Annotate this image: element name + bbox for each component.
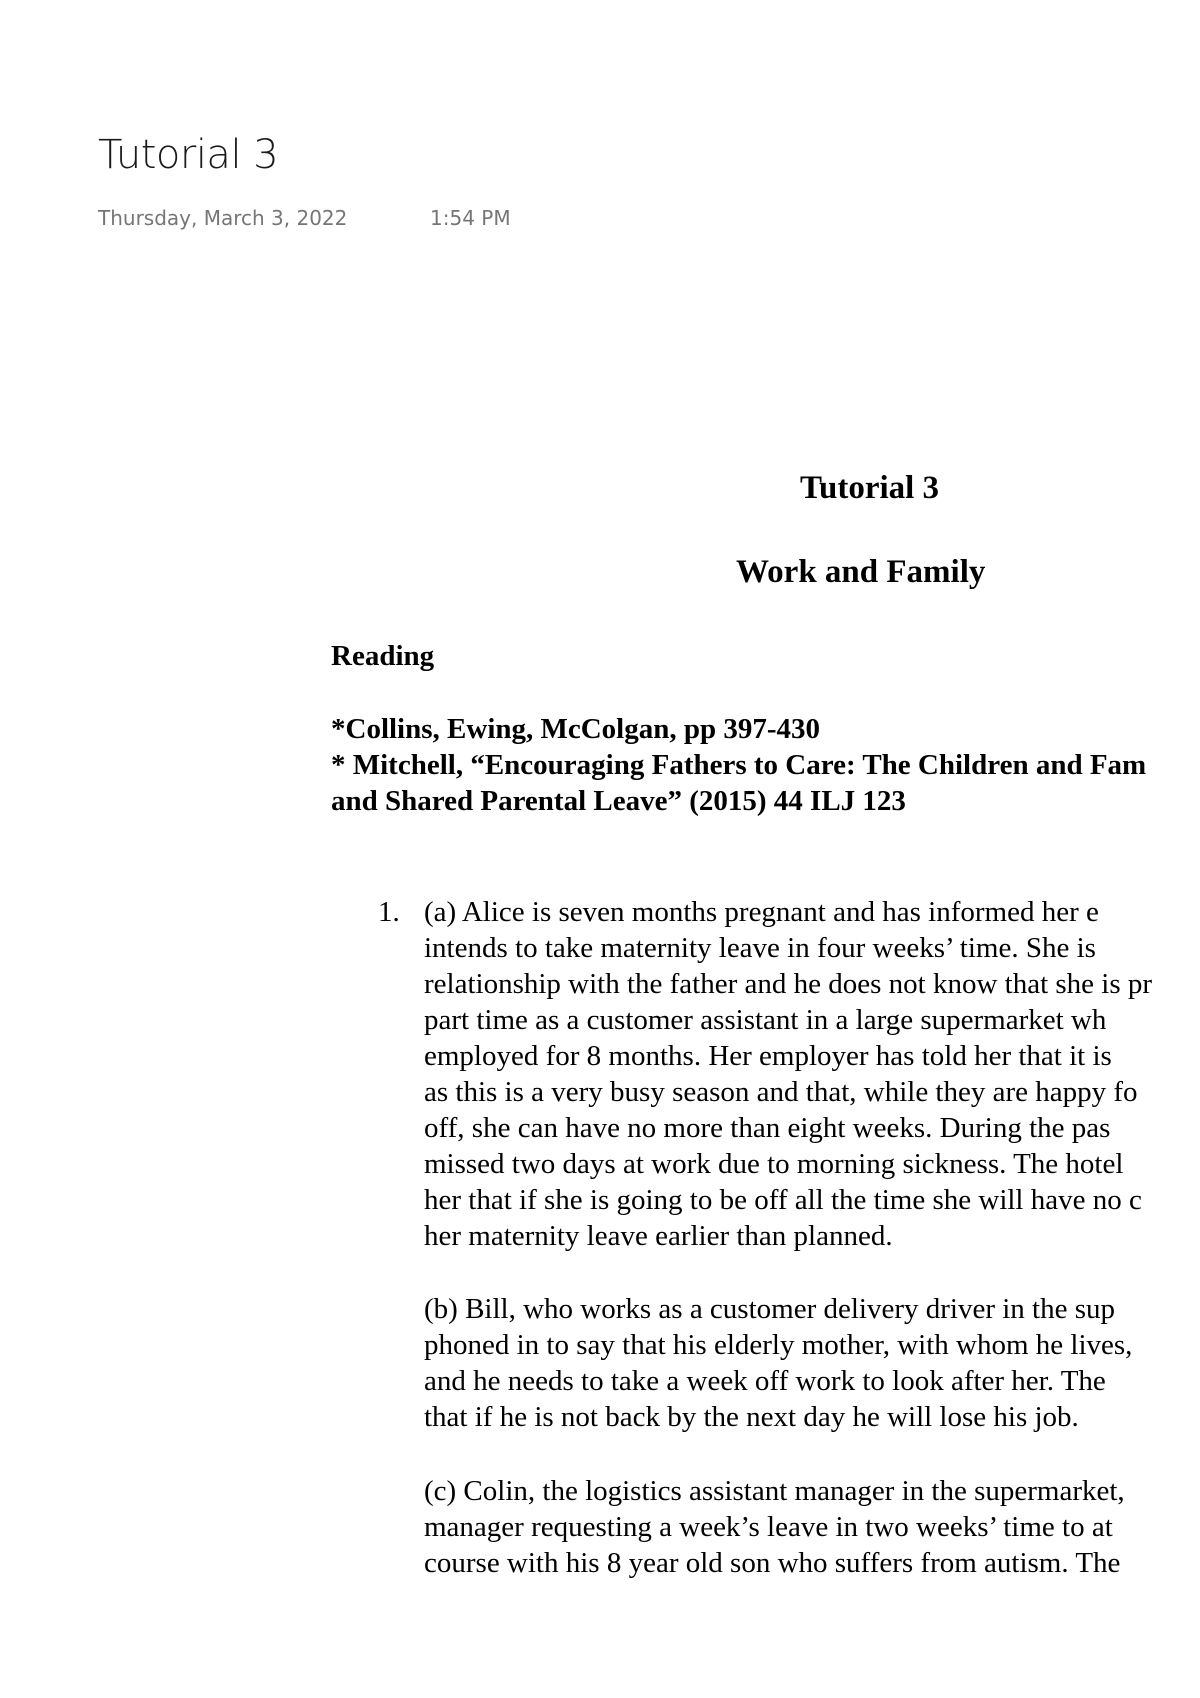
note-title: Tutorial 3 — [98, 132, 279, 178]
reading-line: * Mitchell, “Encouraging Fathers to Care: The Children and Fam — [331, 749, 1147, 781]
text-line: intends to take maternity leave in four weeks’ time. She is — [424, 932, 1096, 964]
text-line: as this is a very busy season and that, while they are happy fo — [424, 1076, 1138, 1108]
text-line: course with his 8 year old son who suffers from autism. The — [424, 1547, 1121, 1579]
document-subheading: Work and Family — [736, 554, 986, 590]
text-line: relationship with the father and he does not know that she is pr — [424, 968, 1153, 1000]
text-line: that if he is not back by the next day he will lose his job. — [424, 1401, 1079, 1433]
text-line: (b) Bill, who works as a customer delivery driver in the sup — [424, 1293, 1116, 1325]
text-line: employed for 8 months. Her employer has told her that it is — [424, 1040, 1112, 1072]
text-line: (c) Colin, the logistics assistant manager in the supermarket, — [424, 1475, 1125, 1507]
reading-label: Reading — [331, 640, 435, 672]
text-line: part time as a customer assistant in a large supermarket wh — [424, 1004, 1107, 1036]
reading-line: and Shared Parental Leave” (2015) 44 ILJ 123 — [331, 785, 906, 817]
note-date: Thursday, March 3, 2022 — [98, 206, 348, 230]
question-number: 1. — [378, 896, 400, 928]
text-line: missed two days at work due to morning sickness. The hotel — [424, 1148, 1124, 1180]
text-line: and he needs to take a week off work to look after her. The — [424, 1365, 1106, 1397]
text-line: her that if she is going to be off all the time she will have no c — [424, 1184, 1142, 1216]
text-line: phoned in to say that his elderly mother, with whom he lives, — [424, 1329, 1133, 1361]
reading-line: *Collins, Ewing, McColgan, pp 397-430 — [331, 713, 821, 745]
note-time: 1:54 PM — [430, 206, 511, 230]
text-line: off, she can have no more than eight weeks. During the pas — [424, 1112, 1111, 1144]
text-line: her maternity leave earlier than planned. — [424, 1220, 893, 1252]
text-line: (a) Alice is seven months pregnant and has informed her e — [424, 896, 1099, 928]
document-heading: Tutorial 3 — [800, 470, 940, 506]
text-line: manager requesting a week’s leave in two weeks’ time to at — [424, 1511, 1113, 1543]
